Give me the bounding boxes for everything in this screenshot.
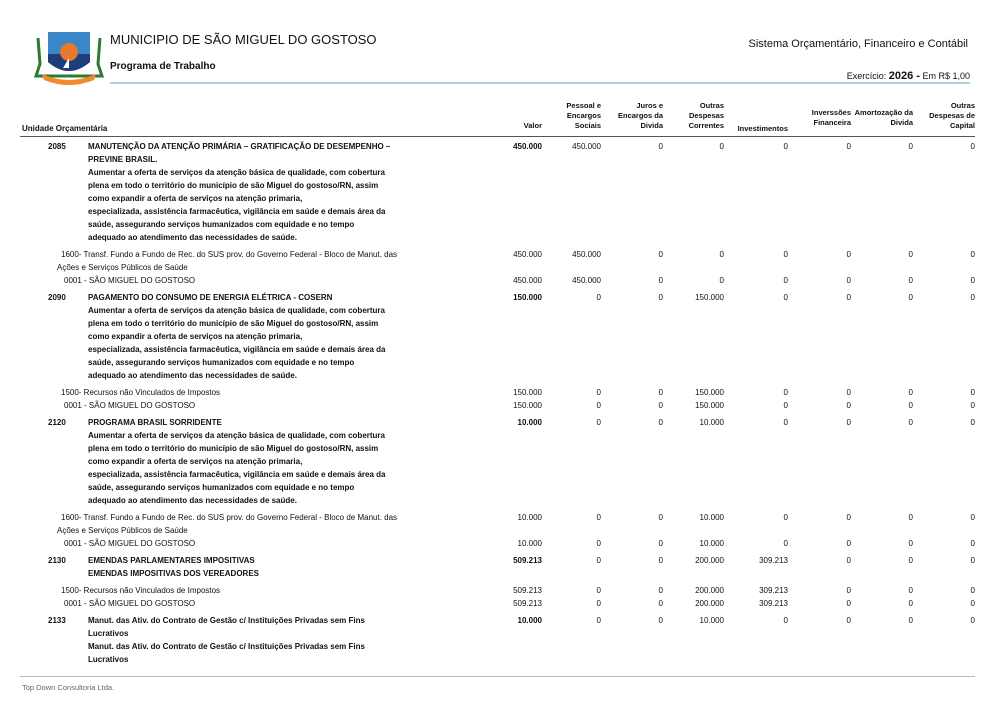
- value-cell: 450.000: [513, 250, 542, 259]
- exercise-year: 2026 -: [888, 70, 920, 82]
- value-cell: 450.000: [513, 142, 542, 151]
- program-table: [0, 140, 1000, 670]
- value-cell: 0: [783, 142, 788, 151]
- value-cell: 200.000: [695, 586, 724, 595]
- value-cell: 0: [658, 539, 663, 548]
- value-cell: 0: [783, 539, 788, 548]
- description-text: [0, 567, 418, 580]
- value-cell: 509.213: [513, 556, 542, 565]
- funding-source-label: [0, 511, 441, 537]
- funding-source-row: [0, 386, 1000, 399]
- funding-source-row: [0, 584, 1000, 597]
- description-line: plena em todo o território do município de são Miguel do gostoso/RN, assim: [88, 444, 379, 453]
- value-cell: 0: [970, 616, 975, 625]
- budget-unit-label: 0001 - SÃO MIGUEL DO GOSTOSO: [64, 599, 196, 608]
- value-cell: 0: [970, 599, 975, 608]
- budget-unit-row: [0, 597, 1000, 610]
- value-cell: 0: [970, 556, 975, 565]
- description-line: plena em todo o território do município de são Miguel do gostoso/RN, assim: [88, 319, 379, 328]
- value-cell: 450.000: [572, 276, 601, 285]
- column-header: Pessoal e Encargos Sociais: [566, 101, 601, 130]
- value-cell: 0: [783, 513, 788, 522]
- exercise-label: Exercício:: [846, 71, 887, 81]
- value-cell: 150.000: [513, 401, 542, 410]
- column-header: Outras Despesas Correntes: [688, 101, 724, 130]
- description-line: plena em todo o território do município de são Miguel do gostoso/RN, assim: [88, 181, 379, 190]
- action-row: [0, 140, 1000, 166]
- action-title-line: PAGAMENTO DO CONSUMO DE ENERGIA ELÉTRICA - COSERN: [88, 293, 333, 302]
- value-cell: 450.000: [513, 276, 542, 285]
- value-cell: 10.000: [699, 513, 724, 522]
- value-cell: 0: [846, 293, 851, 302]
- action-description: [0, 304, 1000, 382]
- column-header: Investimentos: [737, 124, 788, 133]
- value-cell: 0: [970, 401, 975, 410]
- value-cell: 0: [719, 276, 724, 285]
- value-cell: 0: [846, 418, 851, 427]
- value-cell: 0: [658, 586, 663, 595]
- funding-source-row: [0, 511, 1000, 537]
- value-cell: 0: [908, 250, 913, 259]
- column-header: Inverssões Financeira: [811, 108, 851, 127]
- value-cell: 0: [908, 418, 913, 427]
- action-description: [0, 166, 1000, 244]
- description-line: especializada, assistência farmacêutica, vigilância em saúde e demais área da: [88, 470, 386, 479]
- funding-source-line: 1600- Transf. Fundo a Fundo de Rec. do SUS prov. do Governo Federal - Bloco de Manut. das: [61, 513, 398, 522]
- value-cell: 10.000: [699, 418, 724, 427]
- value-cell: 0: [970, 418, 975, 427]
- value-cell: 309.213: [759, 599, 788, 608]
- system-name: Sistema Orçamentário, Financeiro e Contábil: [748, 38, 968, 50]
- action-title-line: PROGRAMA BRASIL SORRIDENTE: [88, 418, 222, 427]
- spacer: [0, 666, 1000, 670]
- description-text: [0, 166, 418, 244]
- description-line: Aumentar a oferta de serviços da atenção básica de qualidade, com cobertura: [88, 168, 385, 177]
- action-description: [0, 429, 1000, 507]
- value-cell: 10.000: [517, 513, 542, 522]
- column-header: Outras Despesas de Capital: [929, 101, 975, 130]
- value-cell: 0: [658, 142, 663, 151]
- description-line: Lucrativos: [88, 655, 129, 664]
- column-header: Juros e Encargos da Divida: [617, 101, 663, 130]
- value-cell: 309.213: [759, 556, 788, 565]
- value-cell: 0: [846, 539, 851, 548]
- description-line: especializada, assistência farmacêutica, vigilância em saúde e demais área da: [88, 345, 386, 354]
- municipality-coat-of-arms-logo: [32, 24, 106, 86]
- value-cell: 0: [596, 513, 601, 522]
- footer-divider: [20, 676, 975, 677]
- value-cell: 150.000: [513, 388, 542, 397]
- action-title-line: Manut. das Ativ. do Contrato de Gestão c/ Instituições Privadas sem Fins: [88, 616, 365, 625]
- exercise-info: [847, 70, 970, 82]
- description-text: [0, 640, 418, 666]
- action-row: [0, 291, 1000, 304]
- value-cell: 0: [908, 513, 913, 522]
- value-cell: 0: [970, 276, 975, 285]
- funding-source-line: Ações e Serviços Públicos de Saúde: [57, 526, 188, 535]
- value-cell: 0: [846, 556, 851, 565]
- value-cell: 0: [970, 142, 975, 151]
- value-cell: 0: [970, 513, 975, 522]
- value-cell: 0: [596, 293, 601, 302]
- value-cell: 0: [658, 250, 663, 259]
- value-cell: 150.000: [513, 293, 542, 302]
- description-line: EMENDAS IMPOSITIVAS DOS VEREADORES: [88, 569, 259, 578]
- value-cell: 0: [596, 388, 601, 397]
- description-line: adequado ao atendimento das necessidades de saúde.: [88, 496, 297, 505]
- value-cell: 0: [846, 250, 851, 259]
- value-cell: 0: [658, 513, 663, 522]
- action-row: [0, 416, 1000, 429]
- description-line: Aumentar a oferta de serviços da atenção básica de qualidade, com cobertura: [88, 431, 385, 440]
- value-cell: 0: [970, 293, 975, 302]
- funding-source-line: 1600- Transf. Fundo a Fundo de Rec. do SUS prov. do Governo Federal - Bloco de Manut. das: [61, 250, 398, 259]
- value-cell: 0: [908, 599, 913, 608]
- value-cell: 0: [658, 616, 663, 625]
- funding-source-label: [0, 584, 441, 597]
- value-cell: 10.000: [699, 539, 724, 548]
- value-cell: 0: [596, 556, 601, 565]
- value-cell: 0: [596, 586, 601, 595]
- value-cell: 10.000: [517, 616, 542, 625]
- header-divider: [110, 82, 970, 84]
- value-cell: 0: [658, 401, 663, 410]
- description-line: saúde, assegurando serviços humanizados com equidade e no tempo: [88, 483, 355, 492]
- value-cell: 0: [908, 401, 913, 410]
- action-title-line: MANUTENÇÃO DA ATENÇÃO PRIMÁRIA – GRATIFICAÇÃO DE DESEMPENHO –: [88, 142, 391, 151]
- description-text: [0, 304, 418, 382]
- value-cell: 509.213: [513, 599, 542, 608]
- value-cell: 450.000: [572, 142, 601, 151]
- description-line: saúde, assegurando serviços humanizados com equidade e no tempo: [88, 220, 355, 229]
- value-cell: 0: [658, 599, 663, 608]
- value-cell: 0: [783, 616, 788, 625]
- report-title: Programa de Trabalho: [110, 61, 216, 72]
- action-code: 2133: [48, 616, 66, 625]
- value-cell: 10.000: [517, 539, 542, 548]
- value-cell: 0: [596, 599, 601, 608]
- value-cell: 0: [908, 616, 913, 625]
- description-line: como expandir a oferta de serviços na atenção primaria,: [88, 194, 303, 203]
- value-cell: 200.000: [695, 556, 724, 565]
- value-cell: 0: [846, 142, 851, 151]
- funding-source-row: [0, 248, 1000, 274]
- value-cell: 150.000: [695, 401, 724, 410]
- currency-label: Em R$ 1,00: [922, 71, 970, 81]
- footer-company: Top Down Consultoria Ltda.: [22, 683, 115, 692]
- value-cell: 0: [719, 250, 724, 259]
- value-cell: 0: [908, 388, 913, 397]
- value-cell: 0: [783, 401, 788, 410]
- description-text: [0, 429, 418, 507]
- budget-unit-label: 0001 - SÃO MIGUEL DO GOSTOSO: [64, 276, 196, 285]
- value-cell: 0: [596, 418, 601, 427]
- budget-unit-row: [0, 537, 1000, 550]
- value-cell: 0: [908, 586, 913, 595]
- action-code: 2085: [48, 142, 66, 151]
- value-cell: 0: [908, 556, 913, 565]
- action-row: [0, 614, 1000, 640]
- value-cell: 309.213: [759, 586, 788, 595]
- budget-unit-row: [0, 399, 1000, 412]
- value-cell: 0: [596, 616, 601, 625]
- funding-source-label: [0, 386, 441, 399]
- value-cell: 0: [783, 418, 788, 427]
- action-title-line: PREVINE BRASIL.: [88, 155, 158, 164]
- action-code: 2130: [48, 556, 66, 565]
- value-cell: 0: [783, 250, 788, 259]
- value-cell: 0: [846, 616, 851, 625]
- value-cell: 0: [846, 599, 851, 608]
- description-line: especializada, assistência farmacêutica, vigilância em saúde e demais área da: [88, 207, 386, 216]
- value-cell: 0: [783, 276, 788, 285]
- funding-source-line: Ações e Serviços Públicos de Saúde: [57, 263, 188, 272]
- description-line: saúde, assegurando serviços humanizados com equidade e no tempo: [88, 358, 355, 367]
- value-cell: 450.000: [572, 250, 601, 259]
- value-cell: 0: [719, 142, 724, 151]
- funding-source-line: 1500- Recursos não Vinculados de Impostos: [61, 388, 221, 397]
- action-code: 2120: [48, 418, 66, 427]
- description-line: como expandir a oferta de serviços na atenção primaria,: [88, 332, 303, 341]
- value-cell: 0: [658, 276, 663, 285]
- funding-source-label: [0, 248, 441, 274]
- value-cell: 0: [970, 539, 975, 548]
- value-cell: 0: [908, 539, 913, 548]
- value-cell: 0: [908, 276, 913, 285]
- budget-unit-label: 0001 - SÃO MIGUEL DO GOSTOSO: [64, 401, 196, 410]
- value-cell: 10.000: [517, 418, 542, 427]
- action-description: [0, 567, 1000, 580]
- value-cell: 0: [658, 293, 663, 302]
- action-row: [0, 554, 1000, 567]
- value-cell: 0: [846, 276, 851, 285]
- value-cell: 509.213: [513, 586, 542, 595]
- value-cell: 0: [846, 388, 851, 397]
- header-separator: [20, 136, 975, 137]
- value-cell: 0: [908, 142, 913, 151]
- budget-unit-label: 0001 - SÃO MIGUEL DO GOSTOSO: [64, 539, 196, 548]
- budget-unit-row: [0, 274, 1000, 287]
- action-code: 2090: [48, 293, 66, 302]
- value-cell: 0: [846, 401, 851, 410]
- value-cell: 0: [846, 513, 851, 522]
- description-line: Aumentar a oferta de serviços da atenção básica de qualidade, com cobertura: [88, 306, 385, 315]
- action-description: [0, 640, 1000, 666]
- description-line: Manut. das Ativ. do Contrato de Gestão c/ Instituições Privadas sem Fins: [88, 642, 365, 651]
- funding-source-line: 1500- Recursos não Vinculados de Impostos: [61, 586, 221, 595]
- value-cell: 0: [970, 586, 975, 595]
- column-header-unit: Unidade Orçamentária: [22, 124, 108, 133]
- description-line: adequado ao atendimento das necessidades de saúde.: [88, 371, 297, 380]
- value-cell: 150.000: [695, 388, 724, 397]
- column-header: Amortozação da Divida: [854, 108, 913, 127]
- value-cell: 200.000: [695, 599, 724, 608]
- value-cell: 0: [846, 586, 851, 595]
- action-title-line: Lucrativos: [88, 629, 129, 638]
- value-cell: 0: [783, 388, 788, 397]
- action-title-line: EMENDAS PARLAMENTARES IMPOSITIVAS: [88, 556, 255, 565]
- description-line: como expandir a oferta de serviços na atenção primaria,: [88, 457, 303, 466]
- value-cell: 0: [970, 388, 975, 397]
- value-cell: 0: [658, 388, 663, 397]
- value-cell: 0: [658, 556, 663, 565]
- value-cell: 10.000: [699, 616, 724, 625]
- value-cell: 0: [658, 418, 663, 427]
- value-cell: 150.000: [695, 293, 724, 302]
- value-cell: 0: [596, 401, 601, 410]
- value-cell: 0: [970, 250, 975, 259]
- description-line: adequado ao atendimento das necessidades de saúde.: [88, 233, 297, 242]
- value-cell: 0: [908, 293, 913, 302]
- column-header: Valor: [523, 121, 542, 130]
- value-cell: 0: [783, 293, 788, 302]
- value-cell: 0: [596, 539, 601, 548]
- municipality-name: MUNICIPIO DE SÃO MIGUEL DO GOSTOSO: [110, 32, 377, 47]
